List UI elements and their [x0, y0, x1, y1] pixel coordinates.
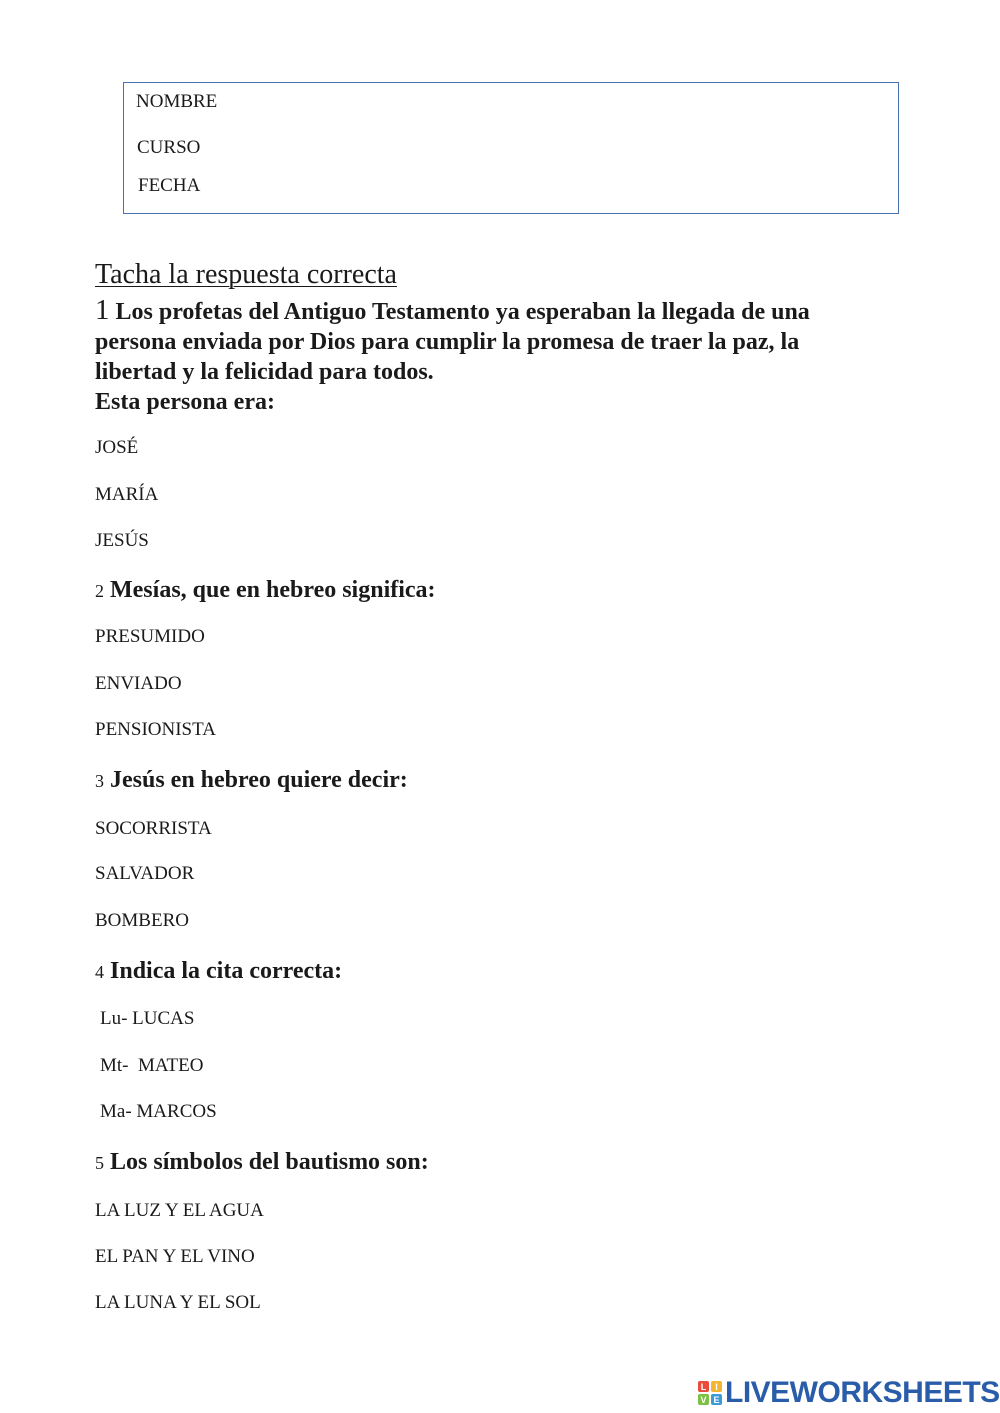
question-text-line: persona enviada por Dios para cumplir la promesa de traer la paz, la — [95, 329, 800, 355]
answer-option[interactable]: Lu- LUCAS — [100, 1008, 195, 1029]
question-2 — [95, 575, 436, 606]
question-number: 1 — [95, 294, 110, 326]
nombre-label: NOMBRE — [136, 91, 218, 112]
answer-option[interactable]: PENSIONISTA — [95, 719, 216, 740]
question-text: Jesús en hebreo quiere decir: — [110, 767, 408, 793]
question-text: Indica la cita correcta: — [110, 958, 343, 984]
question-text: Mesías, que en hebreo significa: — [110, 577, 436, 603]
question-number: 2 — [95, 581, 104, 601]
question-text-line: Los profetas del Antiguo Testamento ya esperaban la llegada de una — [115, 299, 810, 325]
question-5 — [95, 1147, 429, 1178]
svg-text:I: I — [715, 1382, 718, 1392]
answer-option[interactable]: JOSÉ — [95, 437, 139, 458]
curso-label: CURSO — [137, 137, 201, 158]
answer-option[interactable]: SALVADOR — [95, 863, 195, 884]
fecha-label: FECHA — [138, 175, 201, 196]
svg-text:V: V — [700, 1395, 707, 1405]
answer-option[interactable]: ENVIADO — [95, 673, 182, 694]
question-text-line: Esta persona era: — [95, 389, 275, 415]
liveworksheets-logo-text: LIVEWORKSHEETS — [725, 1376, 1000, 1409]
question-1 — [95, 295, 875, 417]
answer-option[interactable]: Mt- MATEO — [100, 1055, 204, 1076]
answer-option[interactable]: PRESUMIDO — [95, 626, 205, 647]
answer-option[interactable]: BOMBERO — [95, 910, 189, 931]
question-number: 4 — [95, 962, 104, 982]
question-text-line: libertad y la felicidad para todos. — [95, 359, 434, 385]
svg-text:E: E — [713, 1395, 720, 1405]
svg-text:L: L — [700, 1382, 707, 1392]
answer-option[interactable]: SOCORRISTA — [95, 818, 212, 839]
question-text: Los símbolos del bautismo son: — [110, 1149, 429, 1175]
liveworksheets-logo — [697, 1375, 1000, 1411]
answer-option[interactable]: LA LUZ Y EL AGUA — [95, 1200, 264, 1221]
question-4 — [95, 956, 342, 987]
liveworksheets-logo-icon — [697, 1380, 723, 1406]
answer-option[interactable]: EL PAN Y EL VINO — [95, 1246, 255, 1267]
answer-option[interactable]: LA LUNA Y EL SOL — [95, 1292, 261, 1313]
answer-option[interactable]: MARÍA — [95, 484, 159, 505]
instruction-heading: Tacha la respuesta correcta — [95, 259, 397, 290]
question-number: 5 — [95, 1153, 104, 1173]
student-info-box — [123, 82, 899, 214]
question-3 — [95, 765, 408, 796]
answer-option[interactable]: Ma- MARCOS — [100, 1101, 217, 1122]
question-number: 3 — [95, 771, 104, 791]
answer-option[interactable]: JESÚS — [95, 530, 149, 551]
